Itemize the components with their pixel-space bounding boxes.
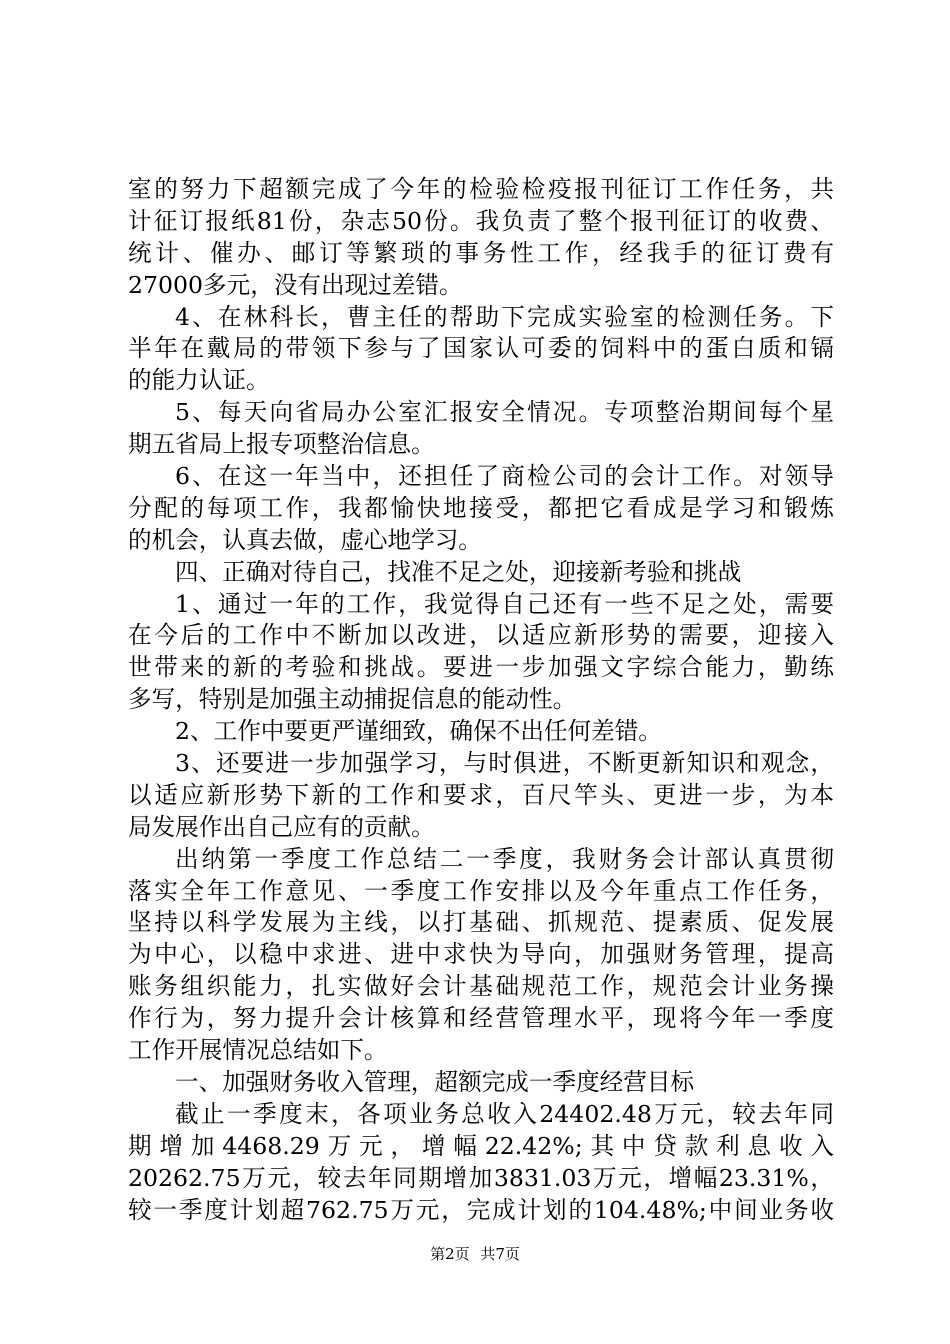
text-line: 坚持以科学发展为主线，以打基础、抓规范、提素质、促发展 [128, 908, 834, 937]
text-line: 统计、催办、邮订等繁琐的事务性工作，经我手的征订费有 [128, 238, 834, 267]
text-line: 工作开展情况总结如下。 [128, 1036, 388, 1065]
paragraph [128, 397, 834, 461]
text-line: 落实全年工作意见、一季度工作安排以及今年重点工作任务， [128, 876, 834, 905]
text-line: 账务组织能力，扎实做好会计基础规范工作，规范会计业务操 [128, 972, 834, 1001]
document-body [128, 174, 834, 1226]
text-line: 4、在林科长，曹主任的帮助下完成实验室的检测任务。下 [175, 302, 834, 331]
text-line: 为中心，以稳中求进、进中求快为导向，加强财务管理，提高 [128, 940, 834, 969]
text-line: 在今后的工作中不断加以改进，以适应新形势的需要，迎接入 [128, 621, 834, 650]
paragraph [128, 844, 834, 1067]
page-number: 第2页 [430, 1245, 470, 1263]
paragraph [128, 174, 834, 302]
text-line: 的机会，认真去做，虚心地学习。 [128, 525, 482, 554]
page-footer [0, 1244, 950, 1264]
text-line: 以适应新形势下新的工作和要求，百尺竿头、更进一步，为本 [128, 780, 834, 809]
paragraph [128, 1067, 834, 1099]
text-line: 多写，特别是加强主动捕捉信息的能动性。 [128, 685, 577, 714]
paragraph [128, 748, 834, 844]
text-line: 截止一季度末，各项业务总收入24402.48万元，较去年同 [175, 1099, 834, 1128]
text-line: 出纳第一季度工作总结二一季度，我财务会计部认真贯彻 [175, 844, 834, 873]
text-line: 期增加4468.29万元，增幅22.42%;其中贷款利息收入 [128, 1131, 834, 1160]
text-line: 四、正确对待自己，找准不足之处，迎接新考验和挑战 [175, 557, 742, 586]
text-line: 世带来的新的考验和挑战。要进一步加强文字综合能力，勤练 [128, 653, 834, 682]
text-line: 作行为，努力提升会计核算和经营管理水平，现将今年一季度 [128, 1004, 834, 1033]
text-line: 一、加强财务收入管理，超额完成一季度经营目标 [175, 1067, 695, 1096]
paragraph [128, 716, 834, 748]
paragraph [128, 557, 834, 589]
text-line: 半年在戴局的带领下参与了国家认可委的饲料中的蛋白质和镉 [128, 334, 834, 363]
text-line: 期五省局上报专项整治信息。 [128, 430, 435, 459]
text-line: 5、每天向省局办公室汇报安全情况。专项整治期间每个星 [175, 398, 834, 427]
paragraph [128, 302, 834, 398]
text-line: 27000多元，没有出现过差错。 [128, 270, 463, 299]
paragraph [128, 1099, 834, 1227]
text-line: 6、在这一年当中，还担任了商检公司的会计工作。对领导 [175, 462, 834, 491]
text-line: 的能力认证。 [128, 366, 270, 395]
paragraph [128, 589, 834, 717]
text-line: 3、还要进一步加强学习，与时俱进，不断更新知识和观念， [175, 749, 834, 778]
text-line: 室的努力下超额完成了今年的检验检疫报刊征订工作任务，共 [128, 175, 834, 203]
text-line: 20262.75万元，较去年同期增加3831.03万元，增幅23.31%， [128, 1163, 834, 1192]
text-line: 分配的每项工作，我都愉快地接受，都把它看成是学习和锻炼 [128, 493, 834, 522]
text-line: 1、通过一年的工作，我觉得自己还有一些不足之处，需要 [175, 589, 834, 618]
text-line: 计征订报纸81份，杂志50份。我负责了整个报刊征订的收费、 [128, 206, 834, 235]
page-total: 共7页 [480, 1245, 520, 1263]
paragraph [128, 461, 834, 557]
text-line: 2、工作中要更严谨细致，确保不出任何差错。 [175, 717, 662, 746]
text-line: 较一季度计划超762.75万元，完成计划的104.48%;中间业务收 [128, 1195, 834, 1224]
text-line: 局发展作出自己应有的贡献。 [128, 812, 435, 841]
